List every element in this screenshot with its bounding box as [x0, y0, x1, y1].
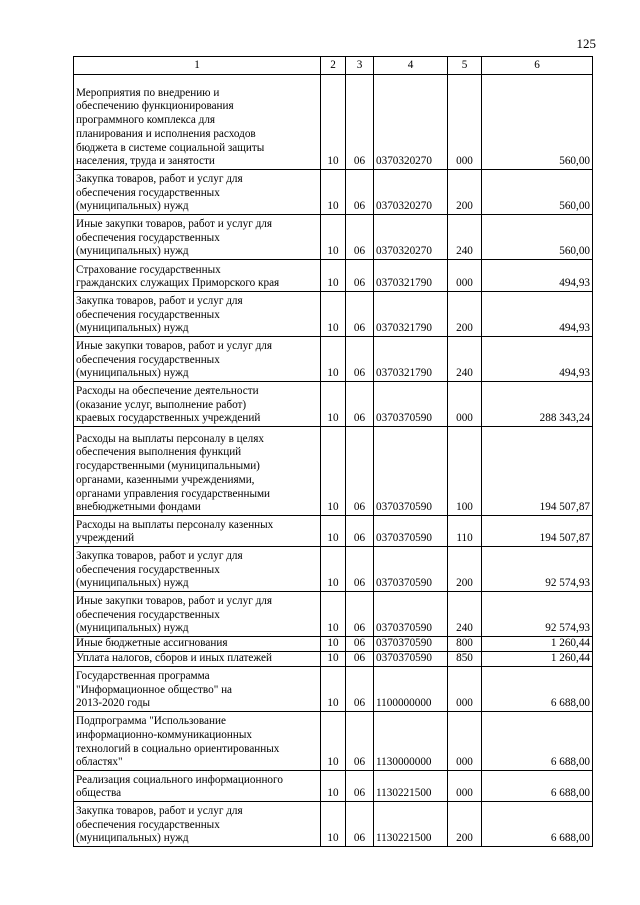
- row-amount-cell: 560,00: [482, 170, 593, 215]
- table-row: [74, 516, 593, 547]
- row-target-article-cell: 0370370590: [374, 427, 448, 516]
- table-row: [74, 382, 593, 427]
- row-amount-cell: 194 507,87: [482, 427, 593, 516]
- row-expense-type-cell: 000: [448, 260, 482, 292]
- row-section-cell: 10: [321, 637, 346, 652]
- row-amount-cell: 92 574,93: [482, 592, 593, 637]
- row-expense-type-cell: 000: [448, 771, 482, 802]
- table-row: [74, 260, 593, 292]
- row-subsection-cell: 06: [346, 652, 374, 667]
- row-section-cell: 10: [321, 547, 346, 592]
- row-name-cell: Страхование государственных гражданских служащих Приморского края: [74, 260, 321, 292]
- row-target-article-cell: 0370370590: [374, 516, 448, 547]
- row-expense-type-cell: 240: [448, 215, 482, 260]
- row-expense-type-cell: 200: [448, 292, 482, 337]
- row-subsection-cell: 06: [346, 427, 374, 516]
- row-target-article-cell: 0370370590: [374, 637, 448, 652]
- row-subsection-cell: 06: [346, 292, 374, 337]
- row-expense-type-cell: 240: [448, 337, 482, 382]
- row-target-article-cell: 1130221500: [374, 802, 448, 847]
- row-name-cell: Мероприятия по внедрению и обеспечению функционирования программного комплекса для планирования и исполнения расходов бюджета в системе социальной защиты населения, труда и занятости: [74, 75, 321, 170]
- row-subsection-cell: 06: [346, 75, 374, 170]
- row-name-cell: Закупка товаров, работ и услуг для обеспечения государственных (муниципальных) нужд: [74, 547, 321, 592]
- row-subsection-cell: 06: [346, 802, 374, 847]
- row-section-cell: 10: [321, 215, 346, 260]
- row-expense-type-cell: 000: [448, 75, 482, 170]
- row-target-article-cell: 0370370590: [374, 592, 448, 637]
- row-amount-cell: 494,93: [482, 292, 593, 337]
- row-expense-type-cell: 000: [448, 667, 482, 712]
- row-name-cell: Иные закупки товаров, работ и услуг для обеспечения государственных (муниципальных) нужд: [74, 215, 321, 260]
- header-cell-expense-type: 5: [448, 57, 482, 75]
- header-row: [74, 57, 593, 75]
- row-amount-cell: 560,00: [482, 75, 593, 170]
- row-section-cell: 10: [321, 427, 346, 516]
- row-amount-cell: 6 688,00: [482, 667, 593, 712]
- row-subsection-cell: 06: [346, 170, 374, 215]
- row-section-cell: 10: [321, 382, 346, 427]
- row-amount-cell: 6 688,00: [482, 771, 593, 802]
- row-expense-type-cell: 200: [448, 547, 482, 592]
- row-expense-type-cell: 000: [448, 712, 482, 771]
- row-subsection-cell: 06: [346, 592, 374, 637]
- row-subsection-cell: 06: [346, 382, 374, 427]
- row-name-cell: Иные бюджетные ассигнования: [74, 637, 321, 652]
- header-cell-name: 1: [74, 57, 321, 75]
- row-name-cell: Расходы на выплаты персоналу в целях обеспечения выполнения функций государственными (муниципальными) органами, казенными учреждениями, органами управления государственными внебюджетными фондами: [74, 427, 321, 516]
- table-row: [74, 170, 593, 215]
- row-target-article-cell: 1130221500: [374, 771, 448, 802]
- row-amount-cell: 194 507,87: [482, 516, 593, 547]
- row-target-article-cell: 1130000000: [374, 712, 448, 771]
- table-row: [74, 652, 593, 667]
- row-amount-cell: 560,00: [482, 215, 593, 260]
- row-section-cell: 10: [321, 667, 346, 712]
- row-expense-type-cell: 850: [448, 652, 482, 667]
- row-subsection-cell: 06: [346, 516, 374, 547]
- row-target-article-cell: 0370321790: [374, 292, 448, 337]
- row-target-article-cell: 0370320270: [374, 170, 448, 215]
- row-expense-type-cell: 200: [448, 170, 482, 215]
- row-amount-cell: 6 688,00: [482, 802, 593, 847]
- table-row: [74, 337, 593, 382]
- row-name-cell: Закупка товаров, работ и услуг для обеспечения государственных (муниципальных) нужд: [74, 802, 321, 847]
- row-expense-type-cell: 200: [448, 802, 482, 847]
- row-section-cell: 10: [321, 592, 346, 637]
- table-row: [74, 637, 593, 652]
- table-row: [74, 802, 593, 847]
- row-section-cell: 10: [321, 337, 346, 382]
- row-target-article-cell: 0370321790: [374, 260, 448, 292]
- row-name-cell: Закупка товаров, работ и услуг для обеспечения государственных (муниципальных) нужд: [74, 292, 321, 337]
- row-name-cell: Расходы на обеспечение деятельности (оказание услуг, выполнение работ) краевых государственных учреждений: [74, 382, 321, 427]
- row-target-article-cell: 0370320270: [374, 75, 448, 170]
- row-section-cell: 10: [321, 712, 346, 771]
- row-target-article-cell: 0370370590: [374, 547, 448, 592]
- row-section-cell: 10: [321, 802, 346, 847]
- row-expense-type-cell: 110: [448, 516, 482, 547]
- table-row: [74, 771, 593, 802]
- row-name-cell: Закупка товаров, работ и услуг для обеспечения государственных (муниципальных) нужд: [74, 170, 321, 215]
- row-section-cell: 10: [321, 771, 346, 802]
- row-target-article-cell: 0370370590: [374, 382, 448, 427]
- row-name-cell: Государственная программа "Информационное общество" на 2013-2020 годы: [74, 667, 321, 712]
- row-amount-cell: 288 343,24: [482, 382, 593, 427]
- row-target-article-cell: 0370321790: [374, 337, 448, 382]
- table-row: [74, 292, 593, 337]
- row-expense-type-cell: 100: [448, 427, 482, 516]
- row-subsection-cell: 06: [346, 260, 374, 292]
- row-target-article-cell: 0370320270: [374, 215, 448, 260]
- row-subsection-cell: 06: [346, 771, 374, 802]
- row-name-cell: Реализация социального информационного общества: [74, 771, 321, 802]
- table-row: [74, 547, 593, 592]
- row-section-cell: 10: [321, 75, 346, 170]
- header-cell-subsection: 3: [346, 57, 374, 75]
- row-name-cell: Расходы на выплаты персоналу казенных учреждений: [74, 516, 321, 547]
- header-cell-target-article: 4: [374, 57, 448, 75]
- table-row: [74, 75, 593, 170]
- row-section-cell: 10: [321, 292, 346, 337]
- row-name-cell: Уплата налогов, сборов и иных платежей: [74, 652, 321, 667]
- header-cell-section: 2: [321, 57, 346, 75]
- row-target-article-cell: 1100000000: [374, 667, 448, 712]
- row-section-cell: 10: [321, 516, 346, 547]
- header-cell-amount: 6: [482, 57, 593, 75]
- row-subsection-cell: 06: [346, 667, 374, 712]
- row-subsection-cell: 06: [346, 712, 374, 771]
- table-row: [74, 712, 593, 771]
- row-subsection-cell: 06: [346, 637, 374, 652]
- row-subsection-cell: 06: [346, 337, 374, 382]
- row-name-cell: Иные закупки товаров, работ и услуг для обеспечения государственных (муниципальных) нужд: [74, 337, 321, 382]
- table-row: [74, 215, 593, 260]
- row-amount-cell: 92 574,93: [482, 547, 593, 592]
- page-number: 125: [576, 36, 596, 51]
- row-section-cell: 10: [321, 170, 346, 215]
- table-row: [74, 592, 593, 637]
- row-subsection-cell: 06: [346, 215, 374, 260]
- row-target-article-cell: 0370370590: [374, 652, 448, 667]
- row-subsection-cell: 06: [346, 547, 374, 592]
- table-row: [74, 427, 593, 516]
- row-expense-type-cell: 240: [448, 592, 482, 637]
- row-amount-cell: 1 260,44: [482, 652, 593, 667]
- row-amount-cell: 1 260,44: [482, 637, 593, 652]
- row-name-cell: Иные закупки товаров, работ и услуг для обеспечения государственных (муниципальных) нужд: [74, 592, 321, 637]
- budget-table: [73, 56, 593, 847]
- row-amount-cell: 494,93: [482, 337, 593, 382]
- table-row: [74, 667, 593, 712]
- row-section-cell: 10: [321, 260, 346, 292]
- row-amount-cell: 494,93: [482, 260, 593, 292]
- row-amount-cell: 6 688,00: [482, 712, 593, 771]
- row-section-cell: 10: [321, 652, 346, 667]
- row-name-cell: Подпрограмма "Использование информационно-коммуникационных технологий в социально ориентированных областях": [74, 712, 321, 771]
- row-expense-type-cell: 800: [448, 637, 482, 652]
- row-expense-type-cell: 000: [448, 382, 482, 427]
